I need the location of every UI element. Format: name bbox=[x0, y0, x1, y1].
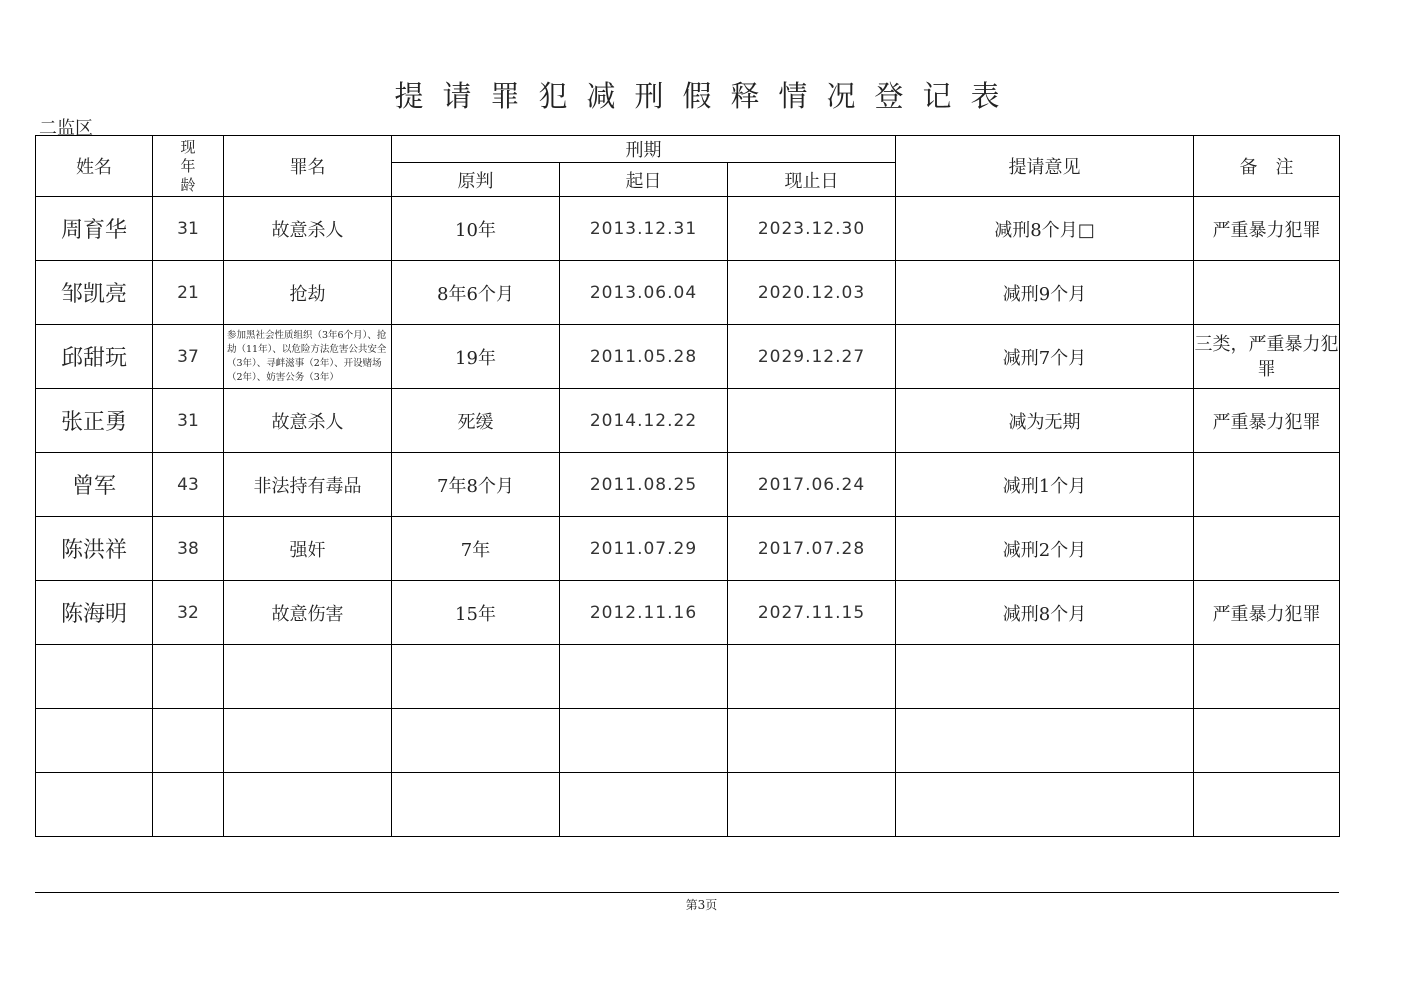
remark-cell bbox=[1194, 581, 1340, 645]
start-date-cell-text: 2014.12.22 bbox=[589, 410, 698, 431]
start-date-cell bbox=[560, 773, 728, 837]
age-cell-text: 43 bbox=[177, 474, 199, 495]
original-sentence-cell bbox=[392, 389, 560, 453]
age-cell bbox=[153, 197, 224, 261]
opinion-cell bbox=[896, 197, 1194, 261]
name-cell bbox=[36, 773, 153, 837]
age-cell bbox=[153, 453, 224, 517]
remark-cell bbox=[1194, 197, 1340, 261]
original-sentence-cell bbox=[392, 709, 560, 773]
remark-cell bbox=[1194, 709, 1340, 773]
header-age-text: 现 年 龄 bbox=[180, 137, 196, 194]
name-cell-text: 陈洪祥 bbox=[60, 538, 127, 563]
age-cell-text: 38 bbox=[177, 538, 199, 559]
table-row bbox=[36, 773, 1340, 837]
crime-cell bbox=[224, 517, 392, 581]
opinion-cell-text: 减刑8个月□ bbox=[994, 219, 1095, 241]
crime-cell bbox=[224, 389, 392, 453]
original-sentence-cell-text: 19年 bbox=[455, 347, 496, 369]
original-sentence-cell bbox=[392, 517, 560, 581]
original-sentence-cell bbox=[392, 773, 560, 837]
end-date-cell bbox=[728, 453, 896, 517]
start-date-cell bbox=[560, 581, 728, 645]
age-cell bbox=[153, 389, 224, 453]
original-sentence-cell bbox=[392, 645, 560, 709]
name-cell-text: 张正勇 bbox=[60, 410, 127, 435]
end-date-cell bbox=[728, 645, 896, 709]
age-cell-text: 37 bbox=[177, 346, 199, 367]
table-row bbox=[36, 645, 1340, 709]
start-date-cell-text: 2013.06.04 bbox=[589, 282, 698, 303]
start-date-cell bbox=[560, 517, 728, 581]
name-cell-text: 邱甜玩 bbox=[60, 346, 127, 371]
opinion-cell-text: 减为无期 bbox=[1008, 411, 1081, 433]
original-sentence-cell bbox=[392, 325, 560, 389]
header-crime: 罪名 bbox=[224, 136, 392, 197]
remark-cell bbox=[1194, 773, 1340, 837]
header-name: 姓名 bbox=[36, 136, 153, 197]
end-date-cell-text: 2029.12.27 bbox=[757, 346, 866, 367]
age-cell bbox=[153, 645, 224, 709]
crime-cell bbox=[224, 709, 392, 773]
crime-cell-text: 故意杀人 bbox=[271, 411, 344, 433]
district-label: 二监区 bbox=[39, 118, 93, 139]
original-sentence-cell-text: 7年 bbox=[460, 539, 491, 561]
opinion-cell bbox=[896, 773, 1194, 837]
name-cell bbox=[36, 517, 153, 581]
opinion-cell bbox=[896, 453, 1194, 517]
original-sentence-cell-text: 8年6个月 bbox=[437, 283, 514, 305]
crime-cell-text: 强奸 bbox=[289, 539, 326, 561]
opinion-cell-text: 减刑8个月 bbox=[1002, 603, 1087, 625]
name-cell bbox=[36, 453, 153, 517]
remark-cell bbox=[1194, 325, 1340, 389]
original-sentence-cell-text: 7年8个月 bbox=[437, 475, 514, 497]
start-date-cell-text: 2011.08.25 bbox=[589, 474, 698, 495]
original-sentence-cell bbox=[392, 261, 560, 325]
name-cell bbox=[36, 197, 153, 261]
crime-cell-text: 非法持有毒品 bbox=[253, 475, 362, 497]
age-cell-text: 21 bbox=[177, 282, 199, 303]
name-cell bbox=[36, 709, 153, 773]
original-sentence-cell bbox=[392, 197, 560, 261]
name-cell bbox=[36, 581, 153, 645]
end-date-cell-text: 2017.07.28 bbox=[757, 538, 866, 559]
opinion-cell-text: 减刑7个月 bbox=[1002, 347, 1087, 369]
opinion-cell-text: 减刑9个月 bbox=[1002, 283, 1087, 305]
crime-cell bbox=[224, 581, 392, 645]
age-cell bbox=[153, 773, 224, 837]
header-start: 起日 bbox=[560, 163, 728, 197]
original-sentence-cell bbox=[392, 453, 560, 517]
opinion-cell-text: 减刑1个月 bbox=[1002, 475, 1087, 497]
age-cell bbox=[153, 581, 224, 645]
header-original: 原判 bbox=[392, 163, 560, 197]
crime-cell bbox=[224, 453, 392, 517]
remark-cell bbox=[1194, 261, 1340, 325]
age-cell bbox=[153, 261, 224, 325]
start-date-cell bbox=[560, 325, 728, 389]
end-date-cell bbox=[728, 197, 896, 261]
page-number: 第3页 bbox=[685, 898, 718, 912]
table-row bbox=[36, 325, 1340, 389]
registration-table bbox=[35, 135, 1340, 837]
start-date-cell bbox=[560, 389, 728, 453]
start-date-cell bbox=[560, 645, 728, 709]
name-cell bbox=[36, 325, 153, 389]
end-date-cell bbox=[728, 325, 896, 389]
remark-cell-text: 严重暴力犯罪 bbox=[1212, 603, 1321, 625]
remark-cell-text: 严重暴力犯罪 bbox=[1212, 219, 1321, 241]
header-remark: 备 注 bbox=[1194, 136, 1340, 197]
header-term: 刑期 bbox=[392, 136, 896, 163]
name-cell bbox=[36, 389, 153, 453]
opinion-cell bbox=[896, 709, 1194, 773]
end-date-cell bbox=[728, 389, 896, 453]
crime-cell bbox=[224, 773, 392, 837]
name-cell bbox=[36, 645, 153, 709]
opinion-cell bbox=[896, 517, 1194, 581]
name-cell-text: 周育华 bbox=[60, 218, 127, 243]
end-date-cell-text: 2027.11.15 bbox=[757, 602, 866, 623]
age-cell-text: 32 bbox=[177, 602, 199, 623]
name-cell-text: 曾军 bbox=[71, 474, 116, 499]
remark-cell-text: 三类，严重暴力犯罪 bbox=[1194, 333, 1339, 380]
crime-cell-text: 参加黑社会性质组织（3年6个月）、抢劫（11年）、以危险方法危害公共安全（3年）、寻衅滋事（2年）、开设赌场（2年）、妨害公务（3年） bbox=[227, 329, 387, 383]
start-date-cell-text: 2011.07.29 bbox=[589, 538, 698, 559]
header-end: 现止日 bbox=[728, 163, 896, 197]
remark-cell bbox=[1194, 517, 1340, 581]
age-cell-text: 31 bbox=[177, 218, 199, 239]
crime-cell bbox=[224, 261, 392, 325]
original-sentence-cell bbox=[392, 581, 560, 645]
opinion-cell bbox=[896, 581, 1194, 645]
remark-cell bbox=[1194, 645, 1340, 709]
end-date-cell-text: 2023.12.30 bbox=[757, 218, 866, 239]
crime-cell-text: 故意杀人 bbox=[271, 219, 344, 241]
opinion-cell-text: 减刑2个月 bbox=[1002, 539, 1087, 561]
end-date-cell-text: 2017.06.24 bbox=[757, 474, 866, 495]
original-sentence-cell-text: 15年 bbox=[455, 603, 496, 625]
header-opinion: 提请意见 bbox=[896, 136, 1194, 197]
start-date-cell bbox=[560, 709, 728, 773]
original-sentence-cell-text: 死缓 bbox=[457, 411, 494, 433]
remark-cell bbox=[1194, 453, 1340, 517]
table-row bbox=[36, 261, 1340, 325]
crime-cell bbox=[224, 325, 392, 389]
remark-cell bbox=[1194, 389, 1340, 453]
opinion-cell bbox=[896, 389, 1194, 453]
opinion-cell bbox=[896, 645, 1194, 709]
end-date-cell-text: 2020.12.03 bbox=[757, 282, 866, 303]
table-row bbox=[36, 197, 1340, 261]
table-row bbox=[36, 709, 1340, 773]
name-cell-text: 陈海明 bbox=[60, 602, 127, 627]
table-row bbox=[36, 453, 1340, 517]
table-row bbox=[36, 581, 1340, 645]
crime-cell-text: 抢劫 bbox=[289, 283, 326, 305]
start-date-cell bbox=[560, 261, 728, 325]
crime-cell bbox=[224, 645, 392, 709]
opinion-cell bbox=[896, 325, 1194, 389]
start-date-cell-text: 2013.12.31 bbox=[589, 218, 698, 239]
end-date-cell bbox=[728, 517, 896, 581]
name-cell-text: 邹凯亮 bbox=[60, 282, 127, 307]
start-date-cell bbox=[560, 453, 728, 517]
document-title: 提请罪犯减刑假释情况登记表 bbox=[394, 79, 1019, 113]
end-date-cell bbox=[728, 773, 896, 837]
footer-divider bbox=[35, 892, 1339, 893]
age-cell-text: 31 bbox=[177, 410, 199, 431]
age-cell bbox=[153, 709, 224, 773]
age-cell bbox=[153, 517, 224, 581]
end-date-cell bbox=[728, 581, 896, 645]
end-date-cell bbox=[728, 709, 896, 773]
start-date-cell-text: 2011.05.28 bbox=[589, 346, 698, 367]
remark-cell-text: 严重暴力犯罪 bbox=[1212, 411, 1321, 433]
crime-cell bbox=[224, 197, 392, 261]
start-date-cell bbox=[560, 197, 728, 261]
opinion-cell bbox=[896, 261, 1194, 325]
table-row bbox=[36, 389, 1340, 453]
table-row bbox=[36, 517, 1340, 581]
crime-cell-text: 故意伤害 bbox=[271, 603, 344, 625]
header-age bbox=[153, 136, 224, 197]
start-date-cell-text: 2012.11.16 bbox=[589, 602, 698, 623]
original-sentence-cell-text: 10年 bbox=[455, 219, 496, 241]
end-date-cell bbox=[728, 261, 896, 325]
name-cell bbox=[36, 261, 153, 325]
age-cell bbox=[153, 325, 224, 389]
